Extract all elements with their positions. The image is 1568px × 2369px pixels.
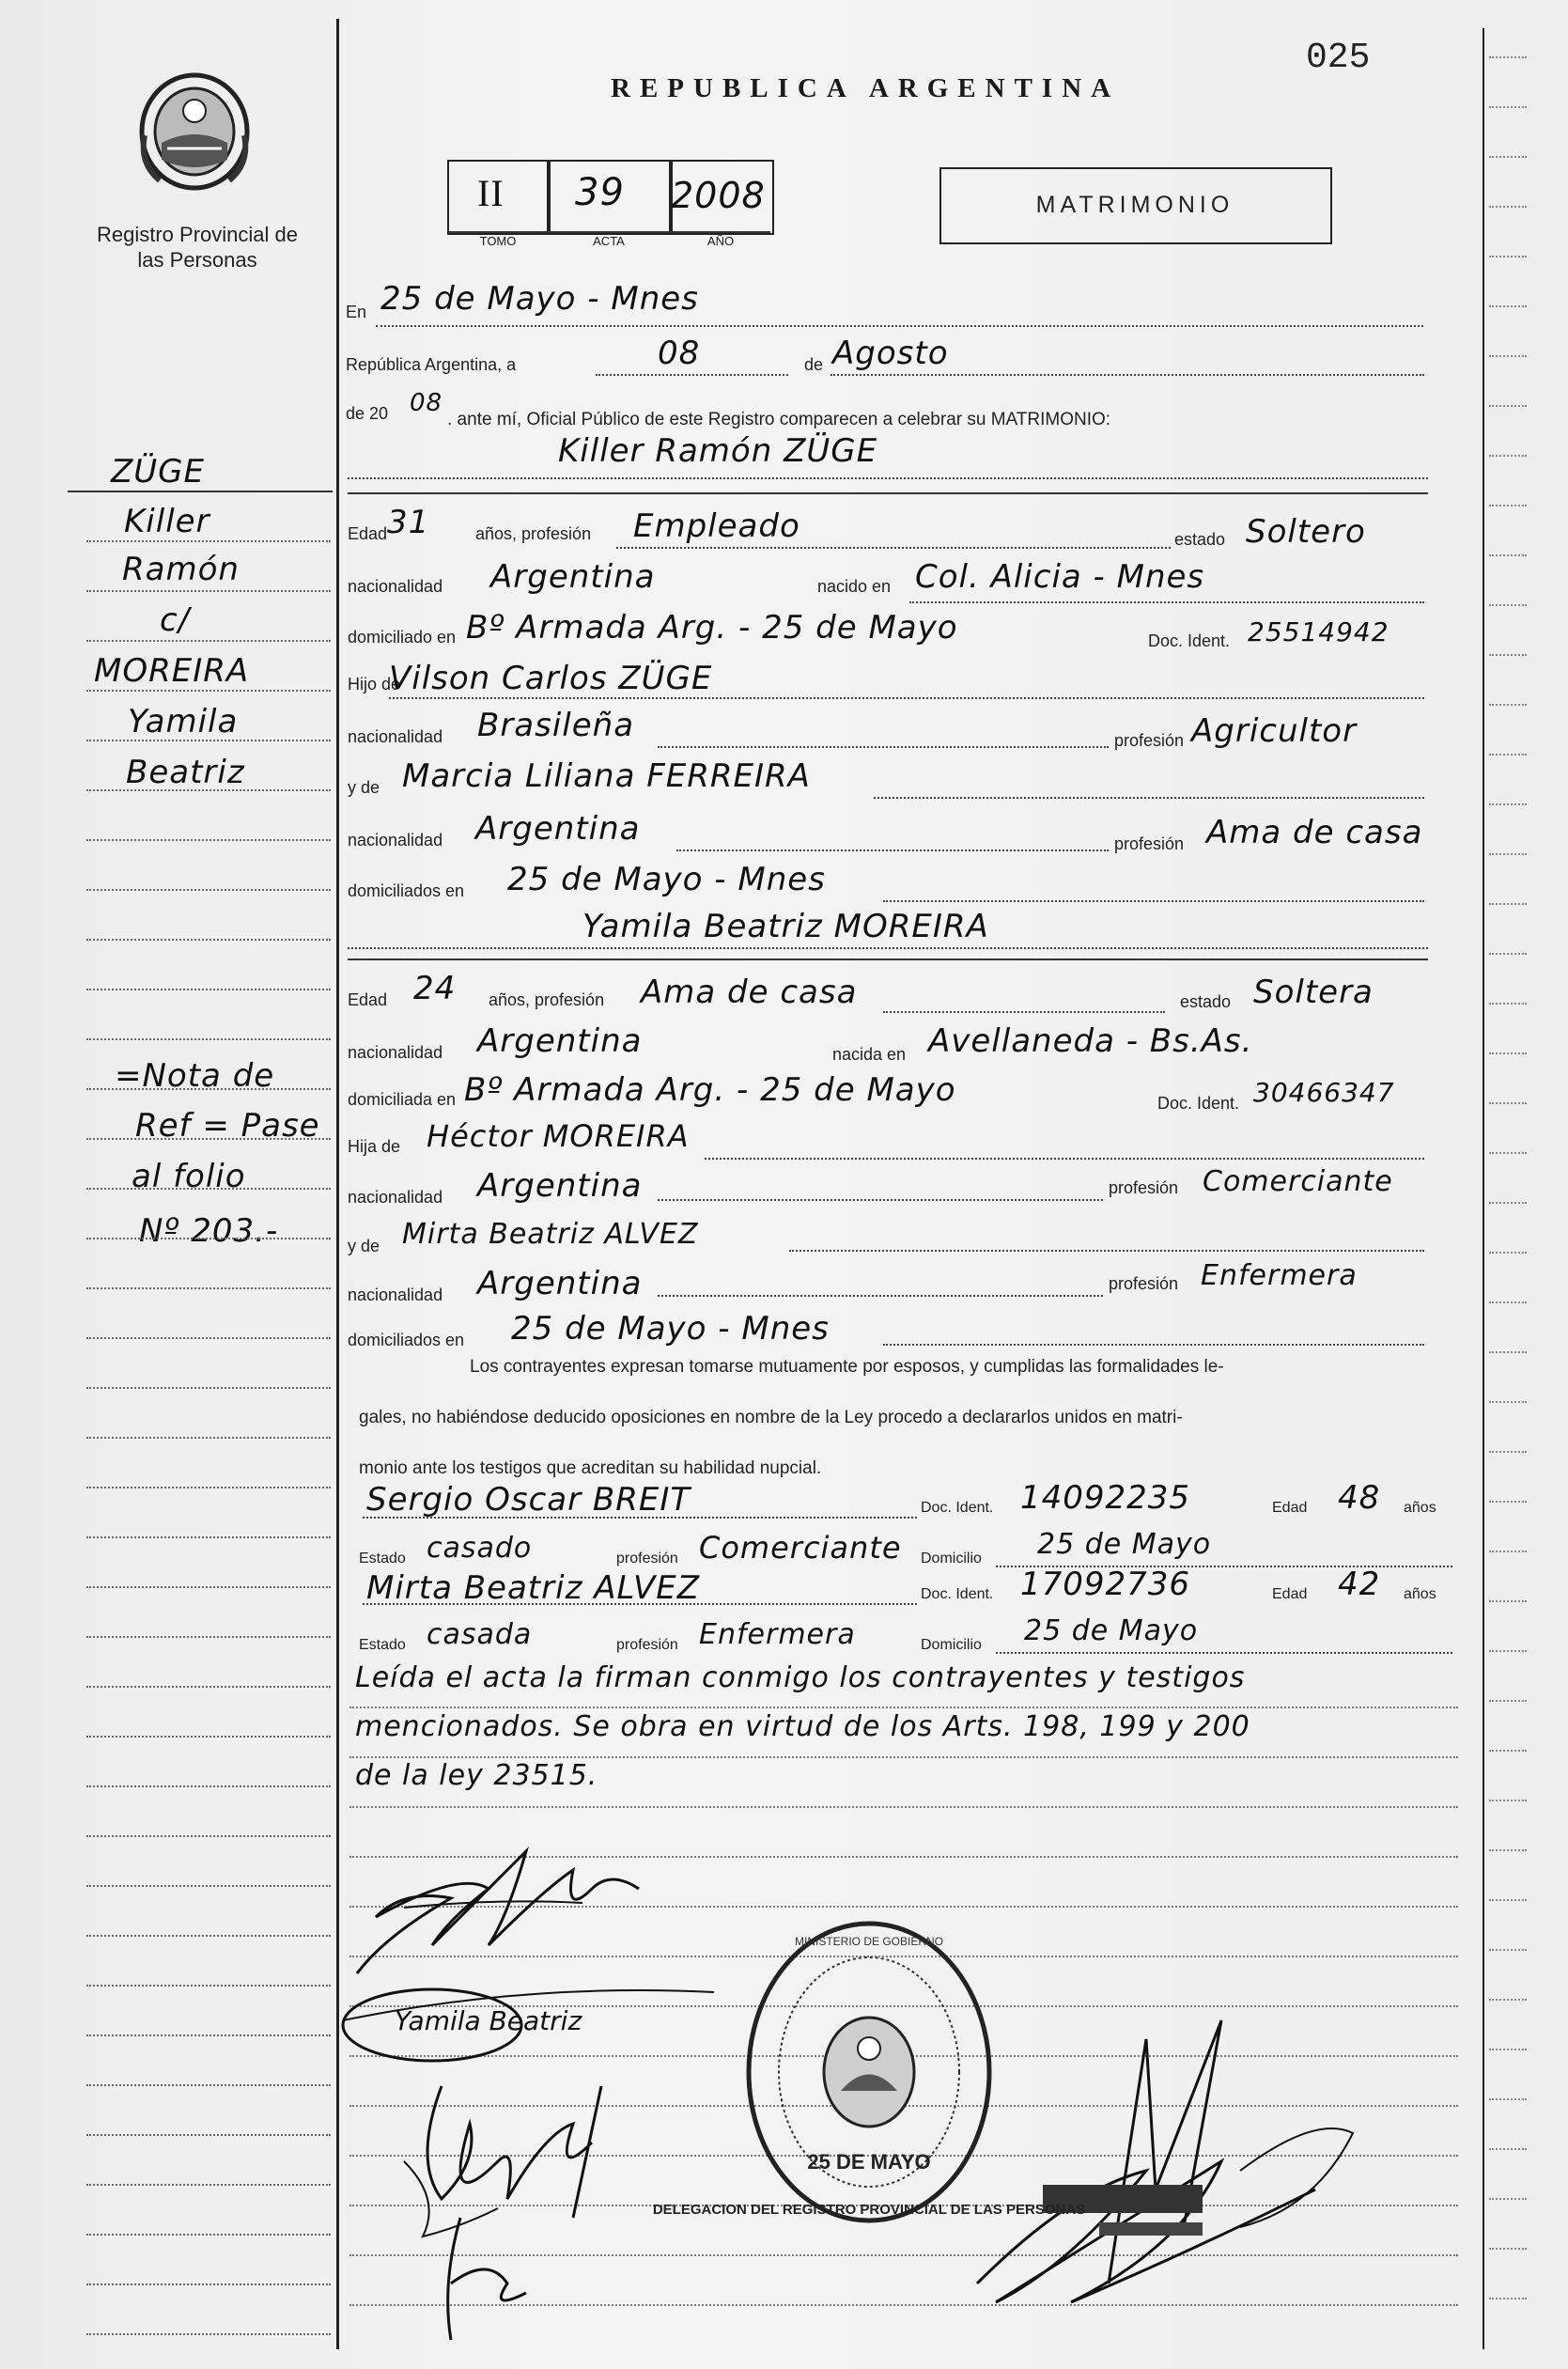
bride-nac-label: nacionalidad xyxy=(348,1043,443,1062)
margin-line-4: MOREIRA xyxy=(94,652,250,690)
groom-nacionalidad: Argentina xyxy=(490,558,656,596)
right-margin-rule xyxy=(1489,1152,1527,1154)
republica-label: República Argentina, a xyxy=(346,355,517,374)
right-margin-rule xyxy=(1489,2198,1527,2200)
acta-label: ACTA xyxy=(593,234,625,248)
groom-name-rule xyxy=(348,477,1428,479)
bride-estado: Soltera xyxy=(1253,974,1374,1011)
right-margin-rule xyxy=(1489,1800,1527,1801)
margin-rule xyxy=(86,1437,331,1439)
acta-value: 39 xyxy=(575,171,625,214)
de-label: de xyxy=(804,355,824,374)
margin-rule xyxy=(86,2283,331,2285)
groom-padres-dom-rule xyxy=(883,900,1424,902)
groom-edad: 31 xyxy=(387,504,430,541)
groom-madre-nac-rule xyxy=(676,849,1109,851)
right-margin-rule xyxy=(1489,1003,1527,1005)
margin-rule xyxy=(86,540,331,542)
right-margin-rule xyxy=(1489,505,1527,507)
right-margin-rule xyxy=(1489,1451,1527,1453)
witness-2-estado: casada xyxy=(427,1618,533,1651)
groom-padre-prof-label: profesión xyxy=(1114,731,1185,750)
groom-estado: Soltero xyxy=(1246,513,1366,551)
margin-note-2: Ref = Pase xyxy=(135,1107,320,1145)
margin-rule xyxy=(86,1885,331,1887)
groom-doc: 25514942 xyxy=(1248,616,1389,647)
margin-note-1: =Nota de xyxy=(115,1057,275,1095)
groom-hijo-label: Hijo de xyxy=(348,675,401,694)
margin-rule xyxy=(86,1835,331,1837)
groom-nac-label: nacionalidad xyxy=(348,577,443,596)
groom-padres-dom: 25 de Mayo - Mnes xyxy=(507,861,826,898)
right-margin-rule xyxy=(1489,1301,1527,1303)
groom-padre: Vilson Carlos ZÜGE xyxy=(389,660,713,697)
witness-1-name: Sergio Oscar BREIT xyxy=(366,1481,691,1519)
groom-anos-prof-label: años, profesión xyxy=(475,524,592,543)
groom-doc-label: Doc. Ident. xyxy=(1148,631,1231,650)
bride-anos-prof-label: años, profesión xyxy=(489,990,605,1009)
right-margin-rule xyxy=(1489,1849,1527,1851)
right-margin-rule xyxy=(1489,1202,1527,1204)
groom-edad-rule xyxy=(616,547,1171,549)
margin-rule xyxy=(86,1138,331,1140)
margin-rule xyxy=(86,640,331,642)
bride-padre-prof: Comerciante xyxy=(1203,1165,1393,1198)
witness-2-profesion: Enfermera xyxy=(699,1618,856,1651)
closing-line-3: de la ley 23515. xyxy=(355,1759,598,1792)
bride-madre: Mirta Beatriz ALVEZ xyxy=(402,1218,699,1251)
witness-1-doc-label: Doc. Ident. xyxy=(921,1500,994,1516)
margin-rule xyxy=(86,2034,331,2036)
witness-2-dom-label: Domicilio xyxy=(921,1637,982,1653)
day-value: 08 xyxy=(658,335,701,372)
right-margin-rule xyxy=(1489,106,1527,108)
declaration-line-1: Los contrayentes expresan tomarse mutuamente por esposos, y cumplidas las formalidades le- xyxy=(470,1357,1224,1377)
bride-padre-prof-label: profesión xyxy=(1109,1178,1179,1197)
bride-padre-rule xyxy=(705,1158,1424,1160)
witness-1-profesion: Comerciante xyxy=(699,1530,902,1566)
right-margin-rule xyxy=(1489,1252,1527,1254)
margin-rule xyxy=(86,2134,331,2136)
country-title: REPUBLICA ARGENTINA xyxy=(611,73,1121,103)
groom-yde-label: y de xyxy=(348,778,380,797)
right-margin-rule xyxy=(1489,754,1527,756)
margin-rule xyxy=(86,1038,331,1040)
bride-edad-label: Edad xyxy=(348,990,388,1009)
registry-name: Registro Provincial de las Personas xyxy=(97,223,298,272)
witness-1-estado: casado xyxy=(427,1532,533,1565)
year-value: 08 xyxy=(410,389,443,417)
bride-name: Yamila Beatriz MOREIRA xyxy=(582,908,989,945)
right-margin-rule xyxy=(1489,654,1527,656)
right-margin-rule xyxy=(1489,455,1527,457)
witness-1-estado-label: Estado xyxy=(359,1551,406,1566)
bride-name-sep xyxy=(348,959,1428,960)
closing-line-1: Leída el acta la firman conmigo los contrayentes y testigos xyxy=(355,1661,1246,1694)
right-margin-rule xyxy=(1489,2148,1527,2150)
bride-edad-rule xyxy=(883,1011,1165,1013)
margin-line-3: c/ xyxy=(160,601,191,639)
groom-madre: Marcia Liliana FERREIRA xyxy=(402,757,811,795)
right-margin-rule xyxy=(1489,1501,1527,1503)
margin-surname: ZÜGE xyxy=(111,453,206,491)
en-label: En xyxy=(346,303,367,321)
groom-padre-rule xyxy=(389,697,1424,699)
right-margin-rule xyxy=(1489,1401,1527,1403)
right-margin-rule xyxy=(1489,704,1527,706)
margin-rule xyxy=(86,839,331,841)
margin-rule xyxy=(86,1487,331,1488)
bride-nacida-en: Avellaneda - Bs.As. xyxy=(928,1022,1253,1060)
right-margin-rule xyxy=(1489,1102,1527,1104)
month-value: Agosto xyxy=(832,335,949,372)
margin-rule xyxy=(86,1985,331,1987)
right-margin-rule xyxy=(1489,156,1527,158)
bride-padre-nac-label: nacionalidad xyxy=(348,1188,443,1207)
bride-profesion: Ama de casa xyxy=(641,974,858,1011)
stamp-inner-text: MINISTERIO DE GOBIERNO xyxy=(794,1935,944,1948)
body-rule xyxy=(349,1756,1458,1758)
month-rule xyxy=(831,374,1424,376)
margin-rule xyxy=(86,1238,331,1239)
margin-rule xyxy=(86,2234,331,2236)
declaration-line-3: monio ante los testigos que acreditan su habilidad nupcial. xyxy=(359,1458,822,1478)
right-margin-rule xyxy=(1489,554,1527,556)
margin-line-1: Killer xyxy=(124,503,210,540)
groom-edad-label: Edad xyxy=(348,524,388,543)
bride-domp-label: domiciliados en xyxy=(348,1331,465,1349)
margin-rule xyxy=(86,1686,331,1688)
bride-hija-label: Hija de xyxy=(348,1137,401,1156)
bride-nacida-label: nacida en xyxy=(832,1045,907,1064)
witness-2-estado-label: Estado xyxy=(359,1637,406,1653)
right-margin-rule xyxy=(1489,1600,1527,1602)
delegation-stamp xyxy=(652,1917,1086,2232)
witness-1-edad-label: Edad xyxy=(1272,1500,1308,1516)
right-margin-rule xyxy=(1489,803,1527,805)
margin-rule xyxy=(86,1536,331,1538)
stamp-outer-text: DELEGACION DEL REGISTRO PROVINCIAL DE LAS PERSONAS xyxy=(652,2202,1086,2218)
witness-2-estado-rule xyxy=(996,1652,1452,1654)
bride-signature-text: Yamila Beatriz xyxy=(395,2005,582,2036)
right-margin-rule xyxy=(1489,2248,1527,2250)
declaration-line-2: gales, no habiéndose deducido oposiciones en nombre de la Ley procedo a declararlos unidos en matri- xyxy=(359,1408,1183,1427)
margin-line-6: Beatriz xyxy=(126,754,245,791)
right-border-line xyxy=(1483,28,1484,2349)
bride-dom-label: domiciliada en xyxy=(348,1090,457,1109)
right-margin-rule xyxy=(1489,1700,1527,1702)
place-rule xyxy=(376,325,1423,327)
bride-doc: 30466347 xyxy=(1253,1077,1395,1108)
right-margin-rule xyxy=(1489,1999,1527,2001)
witness-2-edad-label: Edad xyxy=(1272,1586,1308,1602)
body-rule xyxy=(349,1806,1458,1808)
margin-rule xyxy=(86,2084,331,2086)
year-prefix: de 20 xyxy=(346,404,389,423)
witness-1-edad: 48 xyxy=(1338,1479,1381,1517)
right-margin-rule xyxy=(1489,2298,1527,2299)
witness-2-prof-label: profesión xyxy=(616,1637,678,1653)
witness-2-doc: 17092736 xyxy=(1020,1566,1191,1603)
intro-text: . ante mí, Oficial Público de este Registro comparecen a celebrar su MATRIMONIO: xyxy=(447,410,1111,429)
bride-madre-prof: Enfermera xyxy=(1201,1259,1358,1292)
bride-madre-nac: Argentina xyxy=(477,1265,643,1302)
groom-dom-label: domiciliado en xyxy=(348,628,457,647)
official-signature xyxy=(958,2002,1409,2326)
margin-rule xyxy=(86,789,331,791)
bride-padre-nac: Argentina xyxy=(477,1167,643,1205)
stamp-bottom-text: 25 DE MAYO xyxy=(807,2150,931,2174)
margin-rule xyxy=(86,1337,331,1339)
groom-madre-prof-label: profesión xyxy=(1114,834,1185,853)
margin-rule xyxy=(86,889,331,891)
groom-domp-label: domiciliados en xyxy=(348,881,465,900)
margin-rule xyxy=(86,1586,331,1588)
groom-name-sep xyxy=(348,492,1428,494)
right-margin-rule xyxy=(1489,953,1527,955)
bride-padres-dom: 25 de Mayo - Mnes xyxy=(511,1310,830,1348)
body-rule xyxy=(349,1707,1458,1708)
witness-2-name-rule xyxy=(363,1603,917,1605)
right-margin-rule xyxy=(1489,1949,1527,1951)
bride-madre-prof-label: profesión xyxy=(1109,1274,1179,1293)
right-margin-rule xyxy=(1489,2049,1527,2050)
witness-2-doc-label: Doc. Ident. xyxy=(921,1586,994,1602)
margin-rule xyxy=(86,2333,331,2335)
witness-1-dom-label: Domicilio xyxy=(921,1551,982,1566)
groom-padre-prof: Agricultor xyxy=(1191,712,1358,750)
margin-rule xyxy=(86,740,331,741)
bride-name-rule xyxy=(348,947,1428,949)
groom-profesion: Empleado xyxy=(633,507,800,545)
witness-2-anos: años xyxy=(1404,1586,1436,1602)
margin-rule xyxy=(86,2184,331,2186)
bride-estado-label: estado xyxy=(1180,992,1232,1011)
witness-2-name: Mirta Beatriz ALVEZ xyxy=(366,1569,700,1607)
witness-2-edad: 42 xyxy=(1338,1566,1381,1603)
margin-rule xyxy=(86,989,331,990)
tomo-label: TOMO xyxy=(479,234,517,248)
groom-nac-rule xyxy=(909,601,1424,603)
place-value: 25 de Mayo - Mnes xyxy=(380,280,699,318)
margin-rule xyxy=(86,1736,331,1738)
witness-signatures xyxy=(385,2067,648,2354)
groom-madre-nac: Argentina xyxy=(475,810,641,848)
margin-line-5: Yamila xyxy=(128,703,239,740)
groom-madre-rule xyxy=(874,797,1424,799)
groom-padre-nac-label: nacionalidad xyxy=(348,727,443,746)
bride-padres-dom-rule xyxy=(883,1344,1424,1346)
right-margin-rule xyxy=(1489,206,1527,208)
right-margin-rule xyxy=(1489,1351,1527,1353)
groom-estado-label: estado xyxy=(1174,530,1226,549)
closing-line-2: mencionados. Se obra en virtud de los Arts. 198, 199 y 200 xyxy=(355,1710,1250,1743)
bride-madre-rule xyxy=(789,1250,1424,1252)
right-margin-rule xyxy=(1489,1899,1527,1901)
witness-1-name-rule xyxy=(363,1517,917,1519)
groom-nacido-label: nacido en xyxy=(817,577,892,596)
right-margin-rule xyxy=(1489,56,1527,58)
provincial-seal-logo xyxy=(133,70,256,202)
witness-2-domicilio: 25 de Mayo xyxy=(1024,1614,1199,1647)
bride-madre-nac-rule xyxy=(658,1295,1103,1297)
anio-label: AÑO xyxy=(706,234,735,248)
tomo-value: II xyxy=(477,172,505,214)
groom-madre-nac-label: nacionalidad xyxy=(348,831,443,849)
page-number: 025 xyxy=(1306,38,1371,78)
margin-rule xyxy=(86,690,331,692)
margin-surname-rule xyxy=(68,491,333,492)
right-margin-rule xyxy=(1489,1650,1527,1652)
witness-1-domicilio: 25 de Mayo xyxy=(1037,1528,1212,1561)
margin-note-4: Nº 203.- xyxy=(139,1212,279,1250)
right-margin-rule xyxy=(1489,604,1527,606)
right-margin-rule xyxy=(1489,903,1527,905)
margin-rule xyxy=(86,1636,331,1638)
bride-padre: Héctor MOREIRA xyxy=(427,1118,690,1154)
witness-1-prof-label: profesión xyxy=(616,1551,678,1566)
witness-1-doc: 14092235 xyxy=(1020,1479,1191,1517)
witness-1-anos: años xyxy=(1404,1500,1436,1516)
groom-nacido-en: Col. Alicia - Mnes xyxy=(915,558,1205,596)
right-margin-rule xyxy=(1489,256,1527,257)
bride-nacionalidad: Argentina xyxy=(477,1022,643,1060)
margin-rule xyxy=(86,1287,331,1289)
groom-name: Killer Ramón ZÜGE xyxy=(558,432,878,470)
margin-rule xyxy=(86,1935,331,1937)
margin-note-3: al folio xyxy=(132,1158,246,1195)
box-divider xyxy=(449,231,770,233)
groom-domicilio: Bº Armada Arg. - 25 de Mayo xyxy=(466,609,958,647)
right-margin-rule xyxy=(1489,355,1527,357)
bride-madre-nac-label: nacionalidad xyxy=(348,1286,443,1304)
right-margin-rule xyxy=(1489,1551,1527,1552)
day-rule xyxy=(596,374,788,376)
margin-line-2: Ramón xyxy=(122,551,240,588)
right-margin-rule xyxy=(1489,853,1527,855)
right-margin-rule xyxy=(1489,1750,1527,1752)
anio-value: 2008 xyxy=(671,175,766,216)
margin-rule xyxy=(86,1188,331,1190)
bride-doc-label: Doc. Ident. xyxy=(1157,1094,1240,1113)
bride-edad: 24 xyxy=(413,970,457,1007)
bride-yde-label: y de xyxy=(348,1237,380,1255)
right-margin-rule xyxy=(1489,1052,1527,1054)
margin-rule xyxy=(86,939,331,941)
margin-rule xyxy=(86,1785,331,1787)
groom-padre-nac-rule xyxy=(658,746,1109,748)
right-margin-rule xyxy=(1489,305,1527,307)
right-margin-rule xyxy=(1489,2098,1527,2100)
groom-padre-nac: Brasileña xyxy=(477,707,635,744)
margin-rule xyxy=(86,1387,331,1389)
groom-madre-prof: Ama de casa xyxy=(1206,814,1423,851)
margin-rule xyxy=(86,590,331,592)
margin-rule xyxy=(86,1088,331,1090)
bride-padre-nac-rule xyxy=(658,1199,1103,1201)
right-margin-rule xyxy=(1489,405,1527,407)
record-type: MATRIMONIO xyxy=(1035,192,1234,218)
bride-domicilio: Bº Armada Arg. - 25 de Mayo xyxy=(464,1071,956,1109)
